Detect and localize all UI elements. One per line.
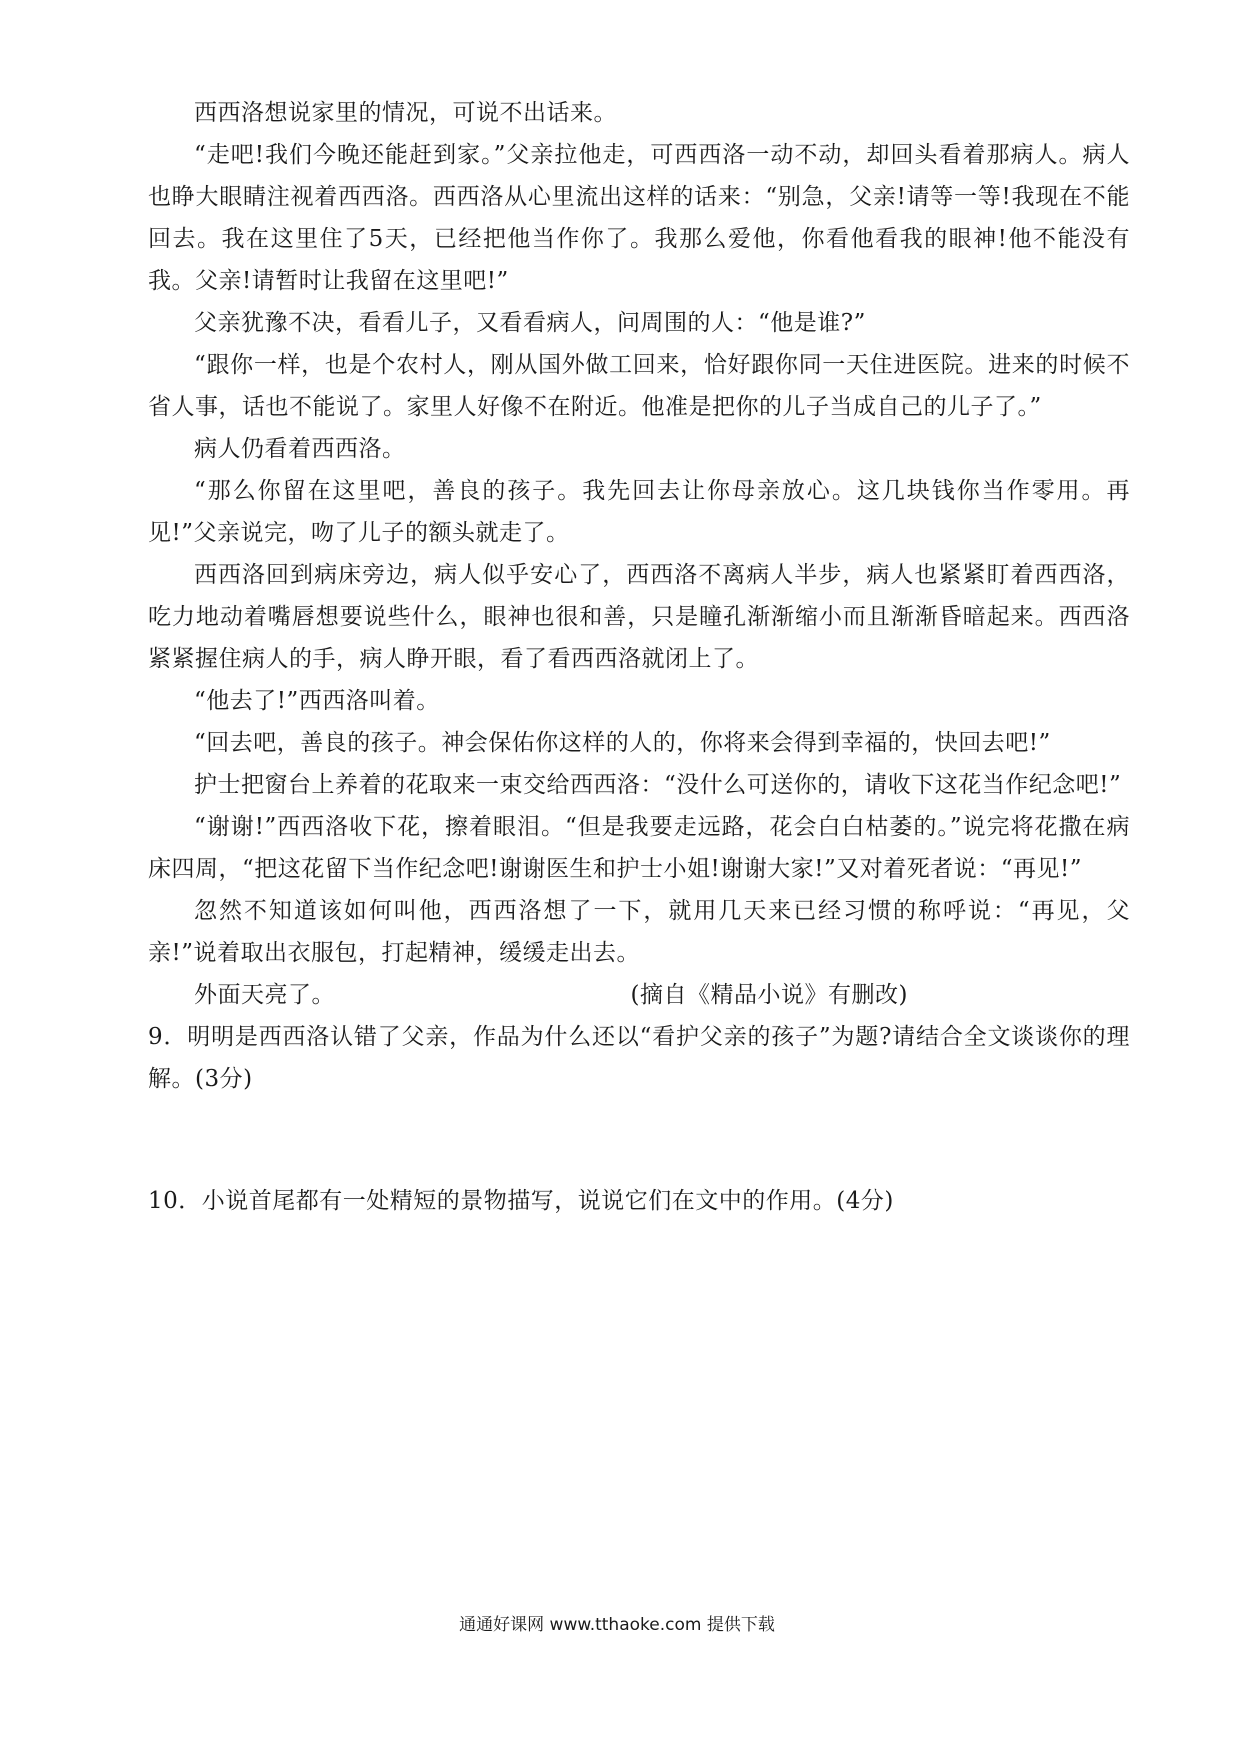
closing-sentence: 外面天亮了。 <box>194 982 335 1008</box>
paragraph-11: “谢谢!”西西洛收下花，擦着眼泪。“但是我要走远路，花会白白枯萎的。”说完将花撒在病床四周，“把这花留下当作纪念吧!谢谢医生和护士小姐!谢谢大家!”又对着死者说：“再见!” <box>148 814 1130 882</box>
paragraph-12: 忽然不知道该如何叫他，西西洛想了一下，就用几天来已经习惯的称呼说：“再见，父亲!”说着取出衣服包，打起精神，缓缓走出去。 <box>148 898 1130 966</box>
paragraph-2: “走吧!我们今晚还能赶到家。”父亲拉他走，可西西洛一动不动，却回头看着那病人。病人也睁大眼睛注视着西西洛。西西洛从心里流出这样的话来：“别急，父亲!请等一等!我现在不能回去。我在这里住了5天，已经把他当作你了。我那么爱他，你看他看我的眼神!他不能没有我。父亲!请暂时让我留在这里吧!” <box>148 142 1130 294</box>
page-footer: 通通好课网 www.tthaoke.com 提供下载 <box>459 1615 775 1635</box>
paragraph-3: 父亲犹豫不决，看看儿子，又看看病人，问周围的人：“他是谁?” <box>194 310 866 336</box>
paragraph-4: “跟你一样，也是个农村人，刚从国外做工回来，恰好跟你同一天住进医院。进来的时候不省人事，话也不能说了。家里人好像不在附近。他准是把你的儿子当成自己的儿子了。” <box>148 352 1130 420</box>
question-9: 9．明明是西西洛认错了父亲，作品为什么还以“看护父亲的孩子”为题?请结合全文谈谈你的理解。(3分) <box>148 1024 1130 1092</box>
paragraph-7: 西西洛回到病床旁边，病人似乎安心了，西西洛不离病人半步，病人也紧紧盯着西西洛，吃力地动着嘴唇想要说些什么，眼神也很和善，只是瞳孔渐渐缩小而且渐渐昏暗起来。西西洛紧紧握住病人的手，病人睁开眼，看了看西西洛就闭上了。 <box>148 562 1130 672</box>
question-10: 10．小说首尾都有一处精短的景物描写，说说它们在文中的作用。(4分) <box>148 1188 894 1214</box>
paragraph-1: 西西洛想说家里的情况，可说不出话来。 <box>194 100 617 126</box>
paragraph-8: “他去了!”西西洛叫着。 <box>194 688 440 714</box>
paragraph-5: 病人仍看着西西洛。 <box>194 436 406 462</box>
paragraph-10: 护士把窗台上养着的花取来一束交给西西洛：“没什么可送你的，请收下这花当作纪念吧!” <box>194 772 1122 798</box>
closing-line <box>148 974 1130 1016</box>
document-body <box>148 92 1130 1222</box>
source-citation: (摘自《精品小说》有删改) <box>630 982 908 1008</box>
paragraph-9: “回去吧，善良的孩子。神会保佑你这样的人的，你将来会得到幸福的，快回去吧!” <box>194 730 1051 756</box>
paragraph-6: “那么你留在这里吧，善良的孩子。我先回去让你母亲放心。这几块钱你当作零用。再见!”父亲说完，吻了儿子的额头就走了。 <box>148 478 1130 546</box>
